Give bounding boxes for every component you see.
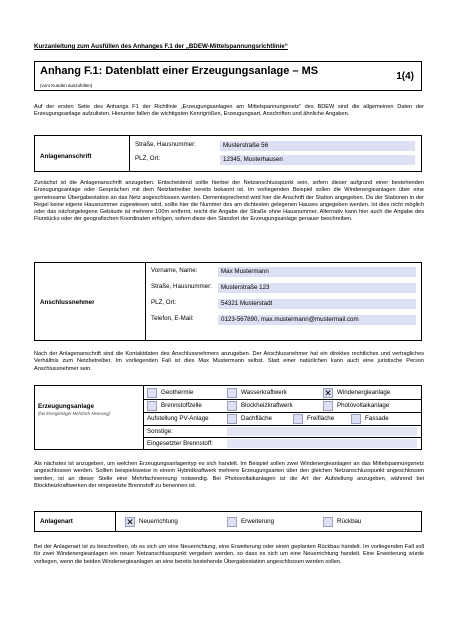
brennstoff-field[interactable] [227, 439, 417, 448]
row-divider [143, 437, 421, 438]
checkbox-windenergieanlage[interactable]: ✕ [324, 388, 332, 398]
anlagenart-label: Anlagenart [40, 518, 73, 525]
sonstige-field[interactable] [227, 427, 417, 436]
divider [129, 136, 130, 171]
street-field[interactable]: Musterstraße 123 [218, 283, 416, 293]
pv-aufstellung-label: Aufstellung PV-Anlage [147, 415, 209, 422]
brennstoff-label: Eingesetzter Brennstoff: [147, 440, 213, 447]
row-divider [143, 412, 421, 413]
row-divider [143, 425, 421, 426]
rueckbau-label: Rückbau [337, 518, 362, 525]
dachflaeche-label: Dachfläche [241, 415, 272, 422]
section-erzeugungsanlage [34, 385, 422, 450]
divider [115, 512, 116, 531]
sonstige-label: Sonstige: [147, 428, 173, 435]
divider [143, 386, 144, 449]
blockheizkraftwerk-label: Blockheizkraftwerk [241, 402, 293, 409]
page-number: 1(4) [396, 71, 414, 82]
paragraph-anschlussnehmer: Nach der Anlagenanschrift sind die Kontaktdaten des Anschlussnehmers anzugeben. Der Anschlussnehmer hat ein direktes rechtliches und vertragliches Verhältnis zum Netzbetreiber. Im vorliegenden Fall ist dies Max Mustermann selbst. Statt einer natürlichen kann auch eine juristische Person Anschlussnehmer sein. [34, 351, 424, 372]
tel-label: Telefon, E-Mail: [151, 315, 194, 322]
plz-field[interactable]: 54321 Musterstadt [218, 299, 416, 309]
annex-title: Anhang F.1: Datenblatt einer Erzeugungsanlage – MS [40, 65, 319, 77]
checkbox-dachflaeche[interactable] [227, 414, 237, 424]
anschlussnehmer-label: Anschlussnehmer [40, 299, 95, 306]
paragraph-erzeugungsanlage: Als nächstes ist anzugeben, um welchen Erzeugungsanlagentyp es sich handelt. Im Beispiel sollen zwei Windenergieanlagen an das Mittelspannungsnetz angeschlossen werden. Sollten beispielsweise in einem Hybridkraftwerk mehrere Erzeugungsarten über den gleichen Netzanschlusspunkt angeschlossen werden, ist an dieser Stelle eine Mehrfachnennung notwendig. Bei Photovoltaikanlagen ist die Art der Aufstellung anzugeben, während bei Blockheizkraftwerken der eingesetzte Brennstoff zu benennen ist. [34, 461, 424, 489]
annex-title-box [34, 61, 422, 91]
erzeugungsanlage-sublabel: (bei Energieträger Mehrfach-Nennung) [38, 411, 110, 416]
street-label: Straße, Hausnummer: [135, 141, 196, 148]
street-field[interactable]: Musterstraße 56 [220, 141, 415, 151]
photovoltaikanlage-label: Photovoltaikanlage [337, 402, 390, 409]
erzeugungsanlage-label: Erzeugungsanlage [38, 403, 94, 410]
checkbox-neuerrichtung[interactable]: ✕ [126, 517, 134, 527]
neuerrichtung-label: Neuerrichtung [139, 518, 178, 525]
checkbox-freiflaeche[interactable] [293, 414, 303, 424]
geothermie-label: Geothermie [161, 389, 194, 396]
section-anlagenanschrift [34, 135, 422, 172]
plz-field[interactable]: 12345, Musterhausen [220, 155, 415, 165]
annex-subtitle: (vom Kunden auszufüllen) [40, 83, 93, 88]
plz-label: PLZ, Ort: [151, 299, 177, 306]
brennstoffzelle-label: Brennstoffzelle [161, 402, 202, 409]
freiflaeche-label: Freifläche [307, 415, 335, 422]
paragraph-anschrift: Zunächst ist die Anlagenanschrift anzugeben. Entscheidend sollte hierbei der Netzanschlusspunkt sein, sofern dieser aufgrund einer bestehenden Erzeugungsanlage oder Gesprächen mit dem Netzbetreiber bereits bekannt ist. Im vorliegenden Beispiel sollen die Windenergieanlagen über eine gemeinsame Übergabestation an das Netz angeschlossen werden. Dementsprechend wird hier die Anschrift der Station angegeben. Da der Stationen in der Regel keine eigene Hausnummer zugewiesen wird, sollte hier die Nummer des am dichtesten gelegenen Hauses angegeben werden. Ist dies nicht möglich oder das nächstgelegene Gebäude ist mehrere 100m entfernt, reicht die Angabe der Straße ohne Hausnummer. Alternativ kann hier auch die Angabe des Flurstücks oder der geografischen Koordinaten erfolgen, sofern diese den Standort der Erzeugungsanlage genauer beschreiben. [34, 180, 424, 223]
fassade-label: Fassade [365, 415, 389, 422]
tel-field[interactable]: 0123-567890, max.mustermann@mustermail.com [218, 315, 416, 325]
section-anlagenart [34, 511, 422, 532]
paragraph-intro: Auf der ersten Seite des Anhangs F1 der Richtlinie „Erzeugungsanlagen am Mittelspannungsnetz“ des BDEW sind die allgemeinen Daten der Erzeugungsanlage aufzulisten. Hierunter fallen die wichtigsten Kenngrößen, Erzeugungsart, Anschriften und ähnliche Angaben. [34, 104, 424, 118]
checkbox-brennstoffzelle[interactable] [147, 401, 157, 411]
checkbox-rueckbau[interactable] [323, 517, 333, 527]
windenergieanlage-label: Windenergieanlage [337, 389, 391, 396]
name-field[interactable]: Max Mustermann [218, 267, 416, 277]
wasserkraftwerk-label: Wasserkraftwerk [241, 389, 287, 396]
anlagenanschrift-label: Anlagenanschrift [40, 153, 92, 160]
checkbox-fassade[interactable] [351, 414, 361, 424]
section-anschlussnehmer [34, 262, 422, 341]
paragraph-anlagenart: Bei der Anlagenart ist zu beschreiben, ob es sich um eine Neuerrichtung, eine Erweiterung oder einen geplanten Rückbau handelt. Im vorliegenden Fall soll für zwei Windenergieanlagen ein neuer Netzanschlusspunkt vergeben werden, so dass es sich um eine Neuerrichtung handelt. Eine Erweiterung würde vorliegen, wenn die beiden Windenergieanlagen an eine bereits bestehende Übergabestation angeschlossen werden sollen. [34, 544, 424, 565]
checkbox-geothermie[interactable] [147, 388, 157, 398]
checkbox-wasserkraftwerk[interactable] [227, 388, 237, 398]
document-heading: Kurzanleitung zum Ausfüllen des Anhanges F.1 der „BDEW-Mittelspannungsrichtlinie“ [34, 43, 288, 50]
row-divider [143, 399, 421, 400]
checkbox-blockheizkraftwerk[interactable] [227, 401, 237, 411]
checkbox-erweiterung[interactable] [227, 517, 237, 527]
erweiterung-label: Erweiterung [241, 518, 275, 525]
name-label: Vorname, Name: [151, 267, 198, 274]
checkbox-photovoltaikanlage[interactable] [323, 401, 333, 411]
plz-label: PLZ, Ort: [135, 155, 161, 162]
street-label: Straße, Hausnummer: [151, 283, 212, 290]
divider [145, 263, 146, 340]
